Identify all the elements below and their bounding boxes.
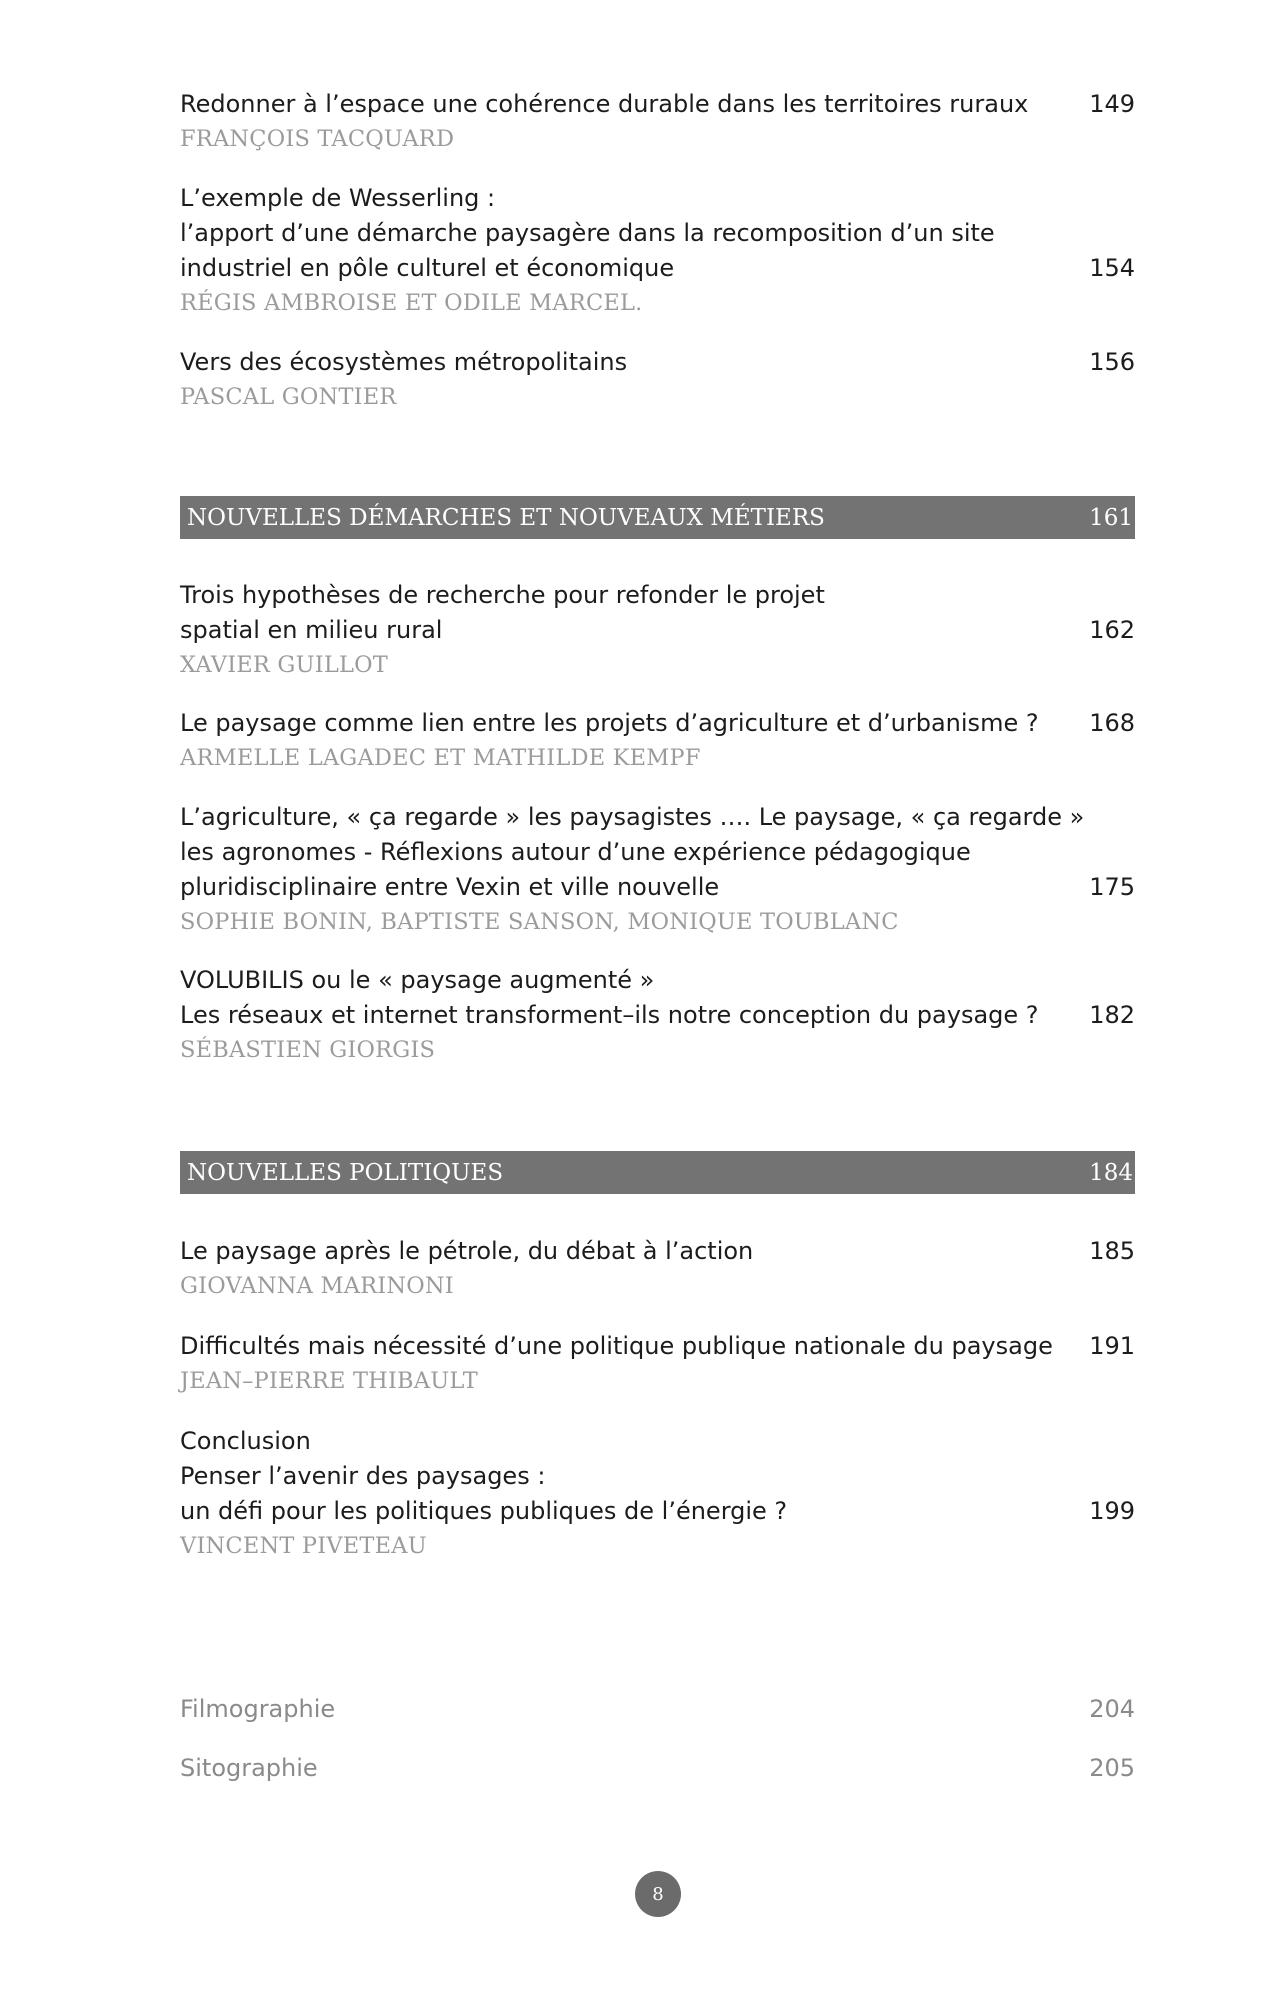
entry-title-line <box>180 963 1135 998</box>
toc-entry <box>180 1424 1135 1564</box>
section-header <box>180 496 1135 539</box>
entry-author: FRANÇOIS TACQUARD <box>180 126 455 152</box>
entry-title-line <box>180 578 1135 613</box>
entry-title: L’agriculture, « ça regarde » les paysagistes …. Le paysage, « ça regarde » <box>180 803 1085 831</box>
entry-author: SÉBASTIEN GIORGIS <box>180 1037 436 1063</box>
section-title: NOUVELLES POLITIQUES <box>187 1159 504 1186</box>
section-page: 161 <box>1089 504 1133 531</box>
entry-title: industriel en pôle culturel et économique <box>180 254 675 282</box>
entry-page: 162 <box>1089 616 1135 644</box>
entry-page: 168 <box>1089 709 1135 737</box>
entry-title: VOLUBILIS ou le « paysage augmenté » <box>180 966 655 994</box>
entry-author: SOPHIE BONIN, BAPTISTE SANSON, MONIQUE TOUBLANC <box>180 909 899 935</box>
toc-entry <box>180 800 1135 940</box>
entry-title: Conclusion <box>180 1427 311 1455</box>
entry-author: PASCAL GONTIER <box>180 384 397 410</box>
entry-title: L’exemple de Wesserling : <box>180 184 496 212</box>
entry-title: Redonner à l’espace une cohérence durable dans les territoires ruraux <box>180 90 1029 118</box>
entry-page: 149 <box>1089 90 1135 118</box>
toc-entry <box>180 706 1135 776</box>
entry-title: Difficultés mais nécessité d’une politique publique nationale du paysage <box>180 1332 1053 1360</box>
entry-title-line <box>180 216 1135 251</box>
entry-title: l’apport d’une démarche paysagère dans la recomposition d’un site <box>180 219 995 247</box>
entry-title: Le paysage après le pétrole, du débat à l’action <box>180 1237 754 1265</box>
entry-title-line <box>180 706 1135 741</box>
entry-title-line <box>180 181 1135 216</box>
entry-title-line <box>180 1459 1135 1494</box>
entry-title: pluridisciplinaire entre Vexin et ville nouvelle <box>180 873 720 901</box>
entry-title: les agronomes - Réflexions autour d’une expérience pédagogique <box>180 838 971 866</box>
toc-entry <box>180 181 1135 321</box>
entry-page: 199 <box>1089 1497 1135 1525</box>
entry-title-line <box>180 613 1135 648</box>
entry-author: JEAN–PIERRE THIBAULT <box>180 1368 478 1394</box>
entry-title-line <box>180 345 1135 380</box>
entry-page: 182 <box>1089 1001 1135 1029</box>
toc-entry <box>180 87 1135 157</box>
entry-title-line <box>180 870 1135 905</box>
extra-page: 205 <box>1089 1754 1135 1782</box>
entry-author: RÉGIS AMBROISE ET ODILE MARCEL. <box>180 290 643 316</box>
entry-title: Les réseaux et internet transforment–ils notre conception du paysage ? <box>180 1001 1039 1029</box>
page-number-badge: 8 <box>635 1871 681 1917</box>
entry-title-line <box>180 1424 1135 1459</box>
entry-title: Trois hypothèses de recherche pour refonder le projet <box>180 581 825 609</box>
entry-title: Penser l’avenir des paysages : <box>180 1462 546 1490</box>
extra-label: Filmographie <box>180 1695 336 1723</box>
toc-entry <box>180 963 1135 1068</box>
entry-author: VINCENT PIVETEAU <box>180 1533 427 1559</box>
toc-entry <box>180 345 1135 415</box>
entry-page: 185 <box>1089 1237 1135 1265</box>
toc-extra-filmographie <box>180 1692 1135 1727</box>
entry-author: ARMELLE LAGADEC ET MATHILDE KEMPF <box>180 745 701 771</box>
entry-title-line <box>180 998 1135 1033</box>
toc-entry <box>180 1329 1135 1399</box>
entry-title-line <box>180 835 1135 870</box>
toc-extra-sitographie <box>180 1751 1135 1786</box>
entry-title: spatial en milieu rural <box>180 616 443 644</box>
extra-page: 204 <box>1089 1695 1135 1723</box>
entry-title: Vers des écosystèmes métropolitains <box>180 348 628 376</box>
entry-title-line <box>180 1234 1135 1269</box>
section-page: 184 <box>1089 1159 1133 1186</box>
extra-label: Sitographie <box>180 1754 318 1782</box>
section-header <box>180 1151 1135 1194</box>
entry-title-line <box>180 800 1135 835</box>
entry-page: 175 <box>1089 873 1135 901</box>
entry-title-line <box>180 87 1135 122</box>
entry-page: 156 <box>1089 348 1135 376</box>
section-title: NOUVELLES DÉMARCHES ET NOUVEAUX MÉTIERS <box>187 504 825 531</box>
entry-title-line <box>180 251 1135 286</box>
entry-author: XAVIER GUILLOT <box>180 652 388 678</box>
entry-title-line <box>180 1329 1135 1364</box>
entry-title: Le paysage comme lien entre les projets d’agriculture et d’urbanisme ? <box>180 709 1039 737</box>
entry-title: un défi pour les politiques publiques de l’énergie ? <box>180 1497 788 1525</box>
entry-page: 154 <box>1089 254 1135 282</box>
toc-entry <box>180 1234 1135 1304</box>
entry-title-line <box>180 1494 1135 1529</box>
entry-author: GIOVANNA MARINONI <box>180 1273 454 1299</box>
entry-page: 191 <box>1089 1332 1135 1360</box>
toc-entry <box>180 578 1135 683</box>
